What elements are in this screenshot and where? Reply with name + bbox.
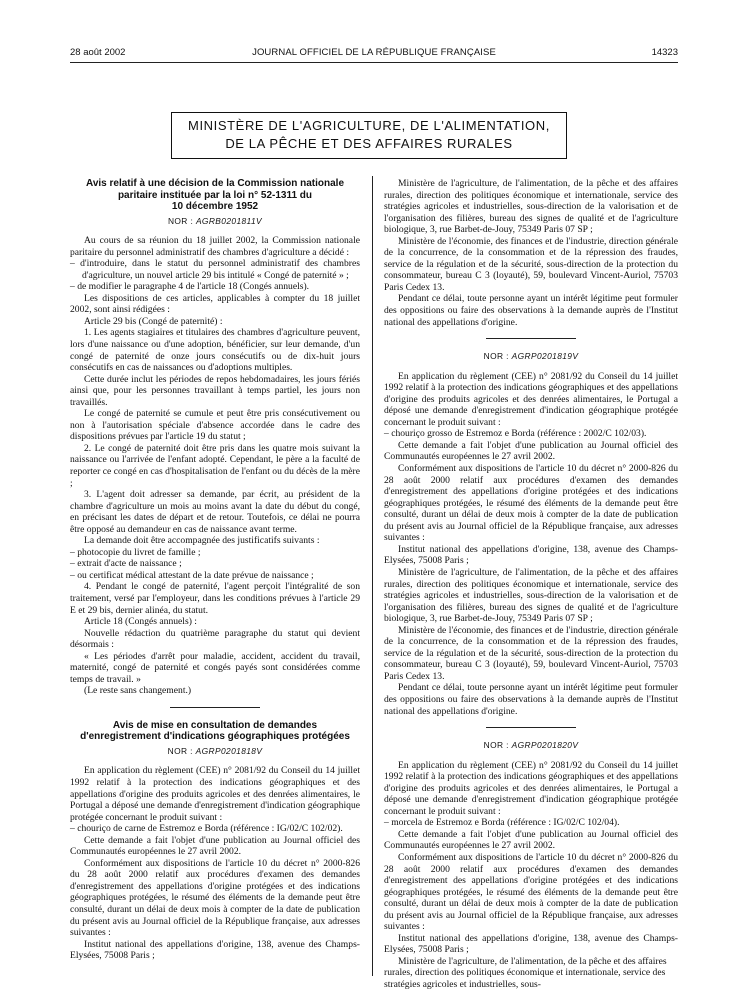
paragraph: Au cours de sa réunion du 18 juillet 2002, la Commission nationale paritaire du personnel administratif des chambres d'agriculture a décidé :: [70, 235, 360, 258]
section-separator: [170, 707, 260, 708]
nor-code: AGRP0201819V: [511, 351, 579, 362]
paragraph: La demande doit être accompagnée des justificatifs suivants :: [84, 535, 320, 547]
header-date: 28 août 2002: [70, 47, 126, 58]
section-separator: [486, 338, 576, 339]
paragraph: Cette demande a fait l'objet d'une publication au Journal officiel des Communautés européennes le 27 avril 2002.: [70, 834, 360, 858]
nor-label: NOR :: [167, 745, 193, 756]
right-column: [384, 178, 678, 991]
nor-reference: [70, 216, 360, 228]
paragraph: « Les périodes d'arrêt pour maladie, accident, accident du travail, maternité, congé de paternité et congés payés sont considérées comme temps de travail. »: [70, 650, 360, 685]
paragraph: Institut national des appellations d'origine, 138, avenue des Champs-Elysées, 75008 Paris ;: [384, 932, 678, 956]
paragraph: Pendant ce délai, toute personne ayant un intérêt légitime peut formuler des oppositions ou faire des observations à la demande auprès de l'Institut national des appellations d'origine.: [384, 682, 678, 717]
paragraph: Institut national des appellations d'origine, 138, avenue des Champs-Elysées, 75008 Paris ;: [70, 938, 360, 962]
bullet-item: – ou certificat médical attestant de la date prévue de naissance ;: [70, 569, 314, 581]
article-title-line: Avis de mise en consultation de demandes: [112, 719, 318, 731]
ministry-line-2: DE LA PÊCHE ET DES AFFAIRES RURALES: [225, 136, 513, 151]
paragraph: Cette demande a fait l'objet d'une publication au Journal officiel des Communautés européennes le 27 avril 2002.: [384, 828, 678, 852]
paragraph: Les dispositions de ces articles, applicables à compter du 18 juillet 2002, sont ainsi rédigées :: [70, 292, 360, 316]
paragraph: En application du règlement (CEE) n° 2081/92 du Conseil du 14 juillet 1992 relatif à la protection des indications géographiques et des appellations d'origine des produits agricoles et des denrées alimentaires, le Portugal a déposé une demande d'enregistrement d'indication géographique protégée concernant le produit suivant :: [384, 759, 678, 817]
header-journal-title: JOURNAL OFFICIEL DE LA RÉPUBLIQUE FRANÇAISE: [252, 47, 496, 58]
bullet-item: – d'introduire, dans le statut du personnel administratif des chambres d'agriculture, un nouvel article 29 bis intitulé « Congé de paternité » ;: [70, 258, 360, 281]
paragraph: Ministère de l'économie, des finances et de l'industrie, direction générale de la concurrence, de la consommation et de la répression des fraudes, service de la régulation et de la sécurité, sous-direction de la protection du consommateur, bureau C 3 (loyauté), 59, boulevard Vincent-Auriol, 75703 Paris Cedex 13.: [384, 235, 678, 293]
paragraph: Conformément aux dispositions de l'article 10 du décret n° 2000-826 du 28 août 2000 relatif aux procédures d'examen des demandes d'enregistrement des appellations d'origine protégées et des indications géographiques protégées, le résumé des éléments de la demande peut être consulté, durant un délai de deux mois à compter de la date de publication du présent avis au Journal officiel de la République française, aux adresses suivantes :: [384, 851, 678, 933]
running-header: [70, 47, 678, 61]
left-column: [70, 178, 360, 962]
nor-reference: [384, 740, 678, 752]
bullet-item: – de modifier le paragraphe 4 de l'article 18 (Congés annuels).: [70, 281, 310, 293]
article-title-line: 10 décembre 1952: [171, 201, 259, 212]
nor-code: AGRB0201811V: [195, 215, 263, 226]
paragraph: Institut national des appellations d'origine, 138, avenue des Champs-Elysées, 75008 Paris ;: [384, 543, 678, 567]
nor-label: NOR :: [483, 351, 509, 362]
header-rule: [70, 62, 678, 63]
column-divider: [372, 176, 373, 976]
paragraph: (Le reste sans changement.): [84, 685, 192, 697]
ministry-line-1: MINISTÈRE DE L'AGRICULTURE, DE L'ALIMENTATION,: [188, 118, 550, 133]
nor-label: NOR :: [167, 215, 194, 226]
paragraph: Le congé de paternité se cumule et peut être pris consécutivement ou non à l'autorisation spéciale d'absence accordée dans le cadre des dispositions prévues par l'article 19 du statut ;: [70, 408, 360, 443]
bullet-item: – extrait d'acte de naissance ;: [70, 558, 182, 570]
paragraph: 4. Pendant le congé de paternité, l'agent perçoit l'intégralité de son traitement, versé par l'employeur, dans les conditions prévues à l'article 29 E et 29 bis, dernier alinéa, du statut.: [70, 581, 360, 616]
paragraph: Ministère de l'économie, des finances et de l'industrie, direction générale de la concurrence, de la consommation et de la répression des fraudes, service de la régulation et de la sécurité, sous-direction de la protection du consommateur, bureau C 3 (loyauté), 59, boulevard Vincent-Auriol, 75703 Paris Cedex 13.: [384, 624, 678, 682]
paragraph: Article 18 (Congés annuels) :: [84, 616, 197, 628]
paragraph: En application du règlement (CEE) n° 2081/92 du Conseil du 14 juillet 1992 relatif à la protection des indications géographiques et des appellations d'origine des produits agricoles et des denrées alimentaires, le Portugal a déposé une demande d'enregistrement d'indication géographique protégée concernant le produit suivant :: [384, 370, 678, 428]
bullet-item: – morcela de Estremoz e Borda (référence : IG/02/C 102/04).: [384, 817, 620, 829]
article-title: [70, 178, 360, 213]
paragraph: Conformément aux dispositions de l'article 10 du décret n° 2000-826 du 28 août 2000 relatif aux procédures d'examen des demandes d'enregistrement des appellations d'origine protégées et des indications géographiques protégées, le résumé des éléments de la demande peut être consulté, durant un délai de deux mois à compter de la date de publication du présent avis au Journal officiel de la République française, aux adresses suivantes :: [384, 463, 678, 544]
paragraph: Article 29 bis (Congé de paternité) :: [84, 315, 223, 327]
paragraph: Ministère de l'agriculture, de l'alimentation, de la pêche et des affaires rurales, direction des politiques économique et internationale, service des stratégies agricoles et industrielles, sous-direction de la valorisation et de l'organisation des filières, bureau des signes de qualité et de l'agriculture biologique, 3, rue Barbet-de-Jouy, 75349 Paris 07 SP ;: [384, 566, 678, 625]
section-separator: [486, 727, 576, 728]
paragraph: En application du règlement (CEE) n° 2081/92 du Conseil du 14 juillet 1992 relatif à la protection des indications géographiques et des appellations d'origine des produits agricoles et des denrées alimentaires, le Portugal a déposé une demande d'enregistrement d'indication géographique protégée concernant le produit suivant :: [70, 765, 360, 823]
paragraph: Cette demande a fait l'objet d'une publication au Journal officiel des Communautés européennes le 27 avril 2002.: [384, 439, 678, 463]
nor-code: AGRP0201818V: [195, 745, 263, 756]
nor-label: NOR :: [483, 740, 509, 751]
header-page-number: 14323: [651, 47, 678, 58]
article-title-line: d'enregistrement d'indications géographiques protégées: [80, 731, 350, 743]
article-title-line: Avis relatif à une décision de la Commission nationale: [85, 178, 345, 189]
article-title: [70, 720, 360, 743]
paragraph: 3. L'agent doit adresser sa demande, par écrit, au président de la chambre d'agriculture un mois au moins avant la date du début du congé, en précisant les dates de départ et de retour. Toutefois, ce délai ne pourra être opposé au demandeur en cas de naissance avant terme.: [70, 489, 360, 535]
bullet-item: – chouriço grosso de Estremoz e Borda (référence : 2002/C 102/03).: [384, 428, 647, 440]
paragraph: 1. Les agents stagiaires et titulaires des chambres d'agriculture peuvent, lors d'une naissance ou d'une adoption, bénéficier, sur leur demande, d'un congé de paternité de onze jours consécutifs ou de dix-huit jours consécutifs en cas de naissances ou d'adoptions multiples.: [70, 327, 360, 374]
article-title-line: paritaire instituée par la loi n° 52-1311 du: [117, 189, 313, 201]
nor-reference: [70, 746, 360, 758]
paragraph: Nouvelle rédaction du quatrième paragraphe du statut qui devient désormais :: [70, 627, 360, 651]
bullet-item: – chouriço de carne de Estremoz e Borda (référence : IG/02/C 102/02).: [70, 823, 343, 835]
paragraph: Pendant ce délai, toute personne ayant un intérêt légitime peut formuler des oppositions ou faire des observations à la demande auprès de l'Institut national des appellations d'origine.: [384, 293, 678, 328]
ministry-box: [171, 112, 567, 159]
nor-code: AGRP0201820V: [511, 740, 579, 751]
paragraph: Ministère de l'agriculture, de l'alimentation, de la pêche et des affaires rurales, direction des politiques économique et internationale, service des stratégies agricoles et industrielles, sous-: [384, 955, 667, 990]
paragraph: Conformément aux dispositions de l'article 10 du décret n° 2000-826 du 28 août 2000 relatif aux procédures d'examen des demandes d'enregistrement des appellations d'origine protégées et des indications géographiques protégées, le résumé des éléments de la demande peut être consulté, durant un délai de deux mois à compter de la date de publication du présent avis au Journal officiel de la République française, aux adresses suivantes :: [70, 857, 360, 939]
paragraph: Cette durée inclut les périodes de repos hebdomadaires, les jours fériés ainsi que, pour les personnes travaillant à temps partiel, les jours non travaillés.: [70, 373, 360, 408]
paragraph: 2. Le congé de paternité doit être pris dans les quatre mois suivant la naissance ou l'arrivée de l'enfant adopté. Cependant, le père a la faculté de reporter ce congé en cas d'hospitalisation de l'enfant ou du décès de la mère ;: [70, 442, 360, 489]
paragraph: Ministère de l'agriculture, de l'alimentation, de la pêche et des affaires rurales, direction des politiques économique et internationale, service des stratégies agricoles et industrielles, sous-direction de la valorisation et de l'organisation des filières, bureau des signes de qualité et de l'agriculture biologique, 3, rue Barbet-de-Jouy, 75349 Paris 07 SP ;: [384, 178, 678, 236]
nor-reference: [384, 351, 678, 363]
bullet-item: – photocopie du livret de famille ;: [70, 546, 201, 558]
